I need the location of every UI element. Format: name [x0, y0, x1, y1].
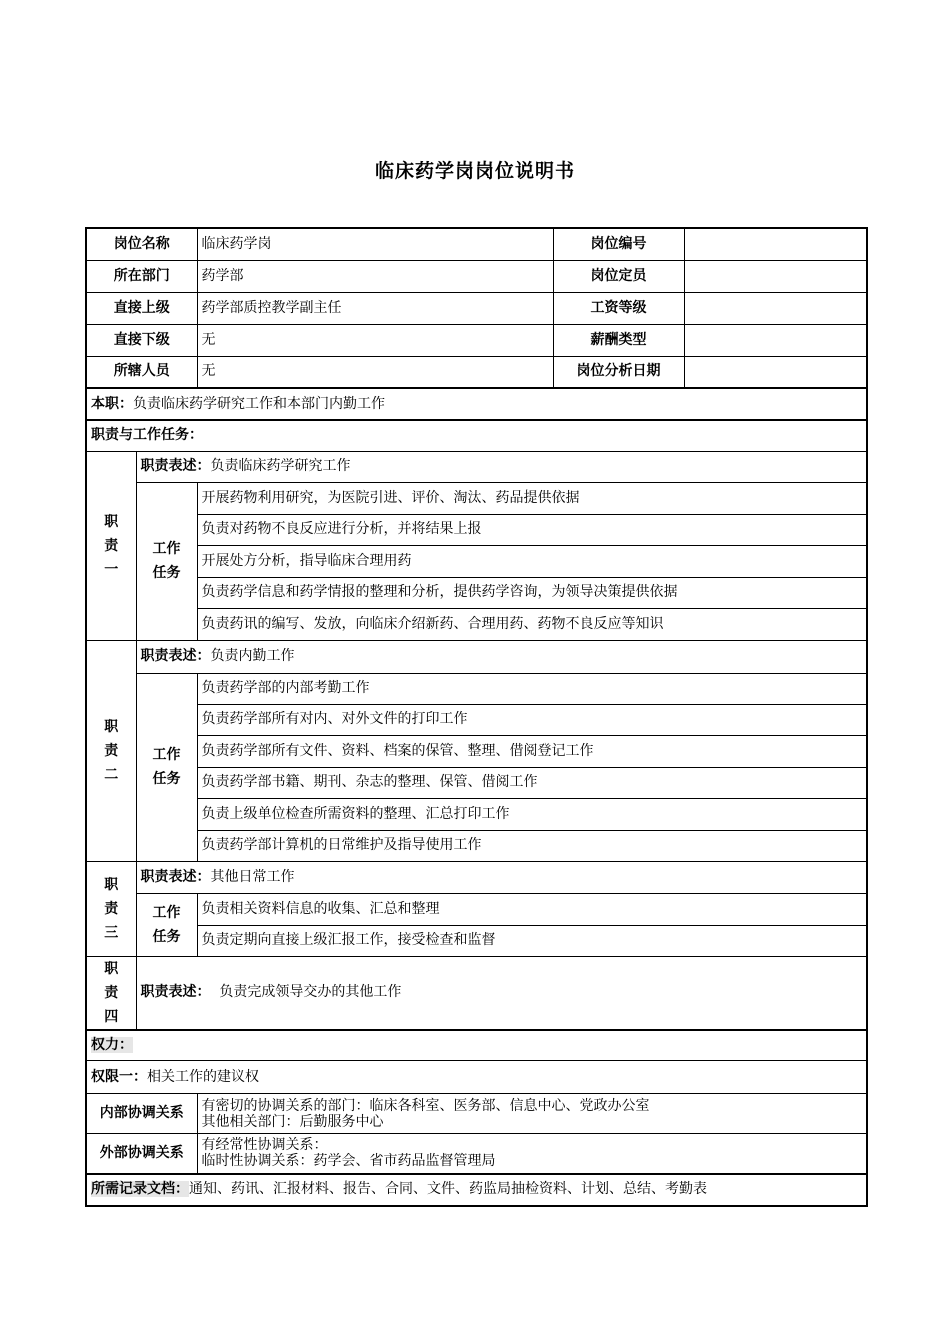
task-item: 开展药物利用研究，为医院引进、评价、淘汰、药品提供依据 — [197, 482, 867, 514]
external-coordination-label: 外部协调关系 — [86, 1134, 197, 1174]
label-subordinate: 直接下级 — [86, 324, 197, 356]
power-row — [86, 1030, 867, 1061]
records-row — [86, 1174, 867, 1206]
external-coordination-text: 有经常性协调关系： 临时性协调关系：药学会、省市药品监督管理局 — [197, 1134, 867, 1174]
value-subordinate: 无 — [197, 324, 553, 356]
task-item: 负责定期向直接上级汇报工作，接受检查和监督 — [197, 925, 867, 956]
main-duty-row — [86, 388, 867, 420]
value-analysis-date — [684, 356, 867, 388]
value-position-number — [684, 228, 867, 260]
value-salary-grade — [684, 292, 867, 324]
label-salary-grade: 工资等级 — [553, 292, 684, 324]
task-item: 负责药学部的内部考勤工作 — [197, 673, 867, 704]
value-headcount — [684, 260, 867, 292]
main-duty-label: 本职： — [91, 395, 133, 412]
label-analysis-date: 岗位分析日期 — [553, 356, 684, 388]
label-pay-type: 薪酬类型 — [553, 324, 684, 356]
task-item: 负责药学部所有文件、资料、档案的保管、整理、借阅登记工作 — [197, 735, 867, 767]
value-pay-type — [684, 324, 867, 356]
duty-1-task-label: 工作 任务 — [136, 482, 197, 640]
value-department: 药学部 — [197, 260, 553, 292]
task-item: 负责药学部计算机的日常维护及指导使用工作 — [197, 830, 867, 861]
task-item: 负责上级单位检查所需资料的整理、汇总打印工作 — [197, 798, 867, 830]
task-item: 负责药讯的编写、发放，向临床介绍新药、合理用药、药物不良反应等知识 — [197, 608, 867, 640]
limit-text: 相关工作的建议权 — [147, 1068, 259, 1085]
value-staff: 无 — [197, 356, 553, 388]
job-description-table — [85, 227, 868, 1207]
document-title: 临床药学岗岗位说明书 — [374, 160, 575, 182]
label-department: 所在部门 — [86, 260, 197, 292]
duty-2-label: 职 责 二 — [86, 640, 136, 861]
duty-3-desc: 职责表述：其他日常工作 — [136, 861, 867, 893]
limit-row — [86, 1061, 867, 1094]
records-text: 通知、药讯、汇报材料、报告、合同、文件、药监局抽检资料、计划、总结、考勤表 — [189, 1181, 707, 1197]
duty-2-task-label: 工作 任务 — [136, 673, 197, 861]
label-staff: 所辖人员 — [86, 356, 197, 388]
duty-4-label: 职 责 四 — [86, 956, 136, 1030]
internal-coordination-text: 有密切的协调关系的部门：临床各科室、医务部、信息中心、党政办公室 其他相关部门：后勤服务中心 — [197, 1094, 867, 1134]
records-label: 所需记录文档： — [91, 1181, 189, 1197]
task-item: 开展处方分析，指导临床合理用药 — [197, 545, 867, 577]
task-item: 负责对药物不良反应进行分析，并将结果上报 — [197, 514, 867, 545]
main-duty-text: 负责临床药学研究工作和本部门内勤工作 — [133, 395, 385, 412]
task-item: 负责药学部书籍、期刊、杂志的整理、保管、借阅工作 — [197, 767, 867, 798]
duty-3-label: 职 责 三 — [86, 861, 136, 956]
duty-1-label: 职 责 一 — [86, 451, 136, 640]
duty-4-desc: 职责表述： 负责完成领导交办的其他工作 — [136, 956, 867, 1030]
task-item: 负责药学信息和药学情报的整理和分析，提供药学咨询，为领导决策提供依据 — [197, 577, 867, 608]
value-superior: 药学部质控教学副主任 — [197, 292, 553, 324]
label-headcount: 岗位定员 — [553, 260, 684, 292]
task-item: 负责药学部所有对内、对外文件的打印工作 — [197, 704, 867, 735]
duty-3-task-label: 工作 任务 — [136, 893, 197, 956]
limit-label: 权限一： — [91, 1068, 147, 1085]
internal-coordination-label: 内部协调关系 — [86, 1094, 197, 1134]
duty-1-desc: 职责表述：负责临床药学研究工作 — [136, 451, 867, 482]
task-item: 负责相关资料信息的收集、汇总和整理 — [197, 893, 867, 925]
power-label: 权力： — [91, 1036, 133, 1053]
value-position-name: 临床药学岗 — [197, 228, 553, 260]
duty-2-desc: 职责表述：负责内勤工作 — [136, 640, 867, 673]
label-position-name: 岗位名称 — [86, 228, 197, 260]
label-superior: 直接上级 — [86, 292, 197, 324]
duties-header: 职责与工作任务： — [86, 420, 867, 451]
label-position-number: 岗位编号 — [553, 228, 684, 260]
